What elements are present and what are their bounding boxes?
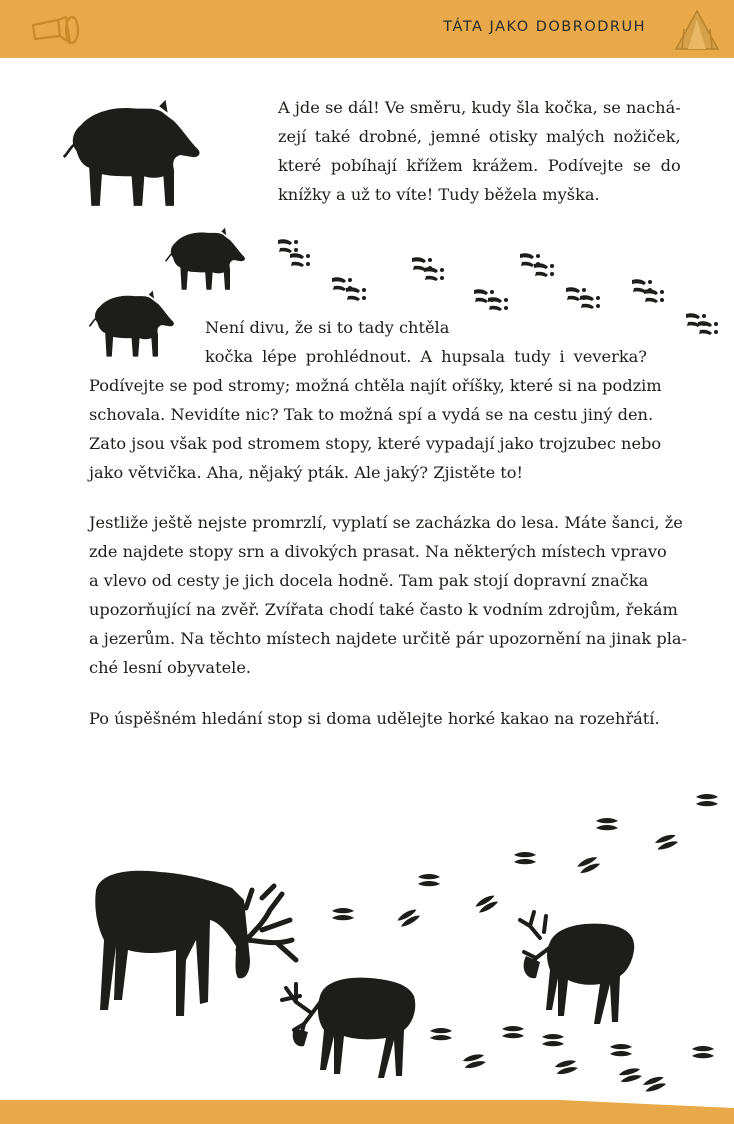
deer-middle-silhouette <box>282 978 415 1078</box>
text-line: zejí také drobné, jemné otisky malých nožiček, <box>278 127 681 146</box>
text-line: knížky a už to víte! Tudy běžela myška. <box>278 185 600 204</box>
paragraph-forest-tracks <box>89 508 688 682</box>
text-line: jako větvička. Aha, nějaký pták. Ale jaký? Zjistěte to! <box>89 463 524 482</box>
boar-medium-silhouette <box>166 228 245 290</box>
text-line: schovala. Nevidíte nic? Tak to možná spí a vydá se na cestu jiný den. <box>89 405 654 424</box>
text-line: kočka lépe prohlédnout. A hupsala tudy i veverka? <box>205 347 647 366</box>
text-line: a vlevo od cesty je jich docela hodně. Tam pak stojí dopravní značka <box>89 571 649 590</box>
deer-large-silhouette <box>95 871 296 1016</box>
deer-right-silhouette <box>520 912 634 1024</box>
text-line: ché lesní obyvatele. <box>89 658 252 677</box>
text-line: Po úspěšném hledání stop si doma udělejte horké kakao na rozehřátí. <box>89 709 660 728</box>
paragraph-mouse-tracks <box>278 93 681 209</box>
paragraph-cocoa <box>89 704 660 733</box>
boar-large-silhouette <box>64 100 200 206</box>
text-line: upozorňující na zvěř. Zvířata chodí také často k vodním zdrojům, řekám <box>89 600 678 619</box>
text-line: Zato jsou však pod stromem stopy, které vypadají jako trojzubec nebo <box>89 434 662 453</box>
text-line: zde najdete stopy srn a divokých prasat. Na některých místech vpravo <box>89 542 667 561</box>
header-title: TÁTA JAKO DOBRODRUH <box>443 19 646 35</box>
paragraph-squirrel-tracks <box>89 342 662 487</box>
text-line: které pobíhají křížem krážem. Podívejte se do <box>278 156 681 175</box>
text-line: Jestliže ještě nejste promrzlí, vyplatí se zacházka do lesa. Máte šanci, že <box>89 513 683 532</box>
text-line: a jezerům. Na těchto místech najdete určitě pár upozornění na jinak pla- <box>89 629 688 648</box>
paragraph-squirrel-intro <box>205 313 449 342</box>
text-line: Není divu, že si to tady chtěla <box>205 318 450 337</box>
text-line: A jde se dál! Ve směru, kudy šla kočka, se nachá- <box>278 98 681 117</box>
text-line: Podívejte se pod stromy; možná chtěla najít oříšky, které si na podzim <box>89 376 662 395</box>
page-footer <box>0 1100 734 1124</box>
